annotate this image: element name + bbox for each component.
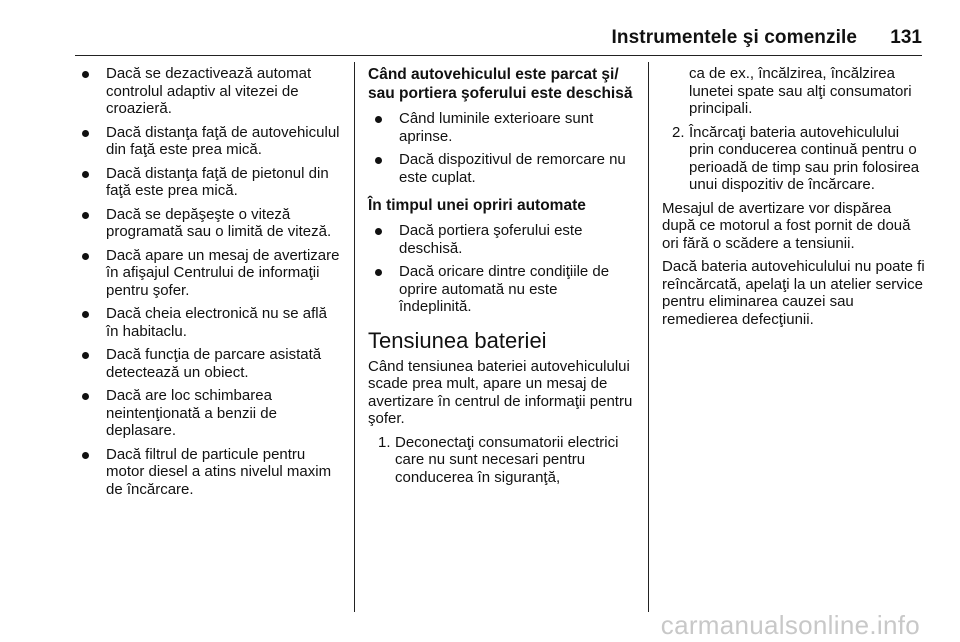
battery-intro: Când tensiunea bateriei autovehiculului scade prea mult, apare un mesaj de avertizare în centrul de informaţii pentru şofer. xyxy=(368,357,633,427)
bullet-icon xyxy=(375,228,382,235)
list-item: Dacă oricare dintre condiţiile de oprire automată nu este îndeplinită. xyxy=(368,263,634,316)
step-number: 2. xyxy=(672,123,685,141)
heading-autostop: În timpul unei opriri automate xyxy=(368,197,586,214)
list-item: Dacă se dezactivează automat controlul adaptiv al vitezei de croazieră. xyxy=(75,65,341,118)
page-header xyxy=(0,0,960,56)
step-number: 1. xyxy=(378,433,391,451)
header-title: Instrumentele şi comenzile xyxy=(611,27,857,48)
bullet-icon xyxy=(375,269,382,276)
watermark: carmanualsonline.info xyxy=(660,610,920,640)
bullet-icon xyxy=(375,116,382,123)
list-item: Dacă filtrul de particule pentru motor diesel a atins nivelul maxim de încărcare. xyxy=(75,446,341,499)
list-item: Dacă distanţa faţă de pietonul din faţă este prea mică. xyxy=(75,165,341,200)
list-item: Dacă se depăşeşte o viteză programată sau o limită de viteză. xyxy=(75,206,341,241)
bullet-icon xyxy=(82,311,89,318)
column-3 xyxy=(662,65,928,334)
list-item: Dacă distanţa faţă de autovehiculul din faţă este prea mică. xyxy=(75,124,341,159)
bullet-icon xyxy=(82,393,89,400)
column-divider-2 xyxy=(648,62,649,612)
bullet-icon xyxy=(82,71,89,78)
bullet-icon xyxy=(82,352,89,359)
page-number: 131 xyxy=(890,27,922,48)
list-item: Dacă portiera şoferului este deschisă. xyxy=(368,222,634,257)
list-item: 2. Încărcaţi bateria autovehiculului prin conducerea continuă pentru o perioadă de timp sau prin folosirea unui dispozitiv de încărcare. xyxy=(672,123,920,193)
heading-parked: Când autovehiculul este parcat şi/ sau portiera şoferului este deschisă xyxy=(368,66,633,102)
list-item: ca de ex., încălzirea, încălzirea lunetei spate sau alţi consumatori principali. xyxy=(689,65,912,117)
warning-conditions-list xyxy=(75,65,341,498)
bullet-icon xyxy=(82,171,89,178)
list-item: Dacă cheia electronică nu se află în habitaclu. xyxy=(75,305,341,340)
header-divider xyxy=(75,55,922,56)
autostop-conditions-list xyxy=(368,222,634,316)
column-2 xyxy=(368,65,634,492)
bullet-icon xyxy=(82,253,89,260)
battery-steps xyxy=(368,434,634,487)
list-item: Dacă dispozitivul de remorcare nu este cuplat. xyxy=(368,151,634,186)
bullet-icon xyxy=(375,157,382,164)
list-item: Dacă are loc schimbarea neintenţionată a benzii de deplasare. xyxy=(75,387,341,440)
list-item: Dacă apare un mesaj de avertizare în afişajul Centrului de informaţii pentru şofer. xyxy=(75,247,341,300)
bullet-icon xyxy=(82,212,89,219)
list-item: Când luminile exterioare sunt aprinse. xyxy=(368,110,634,145)
list-item: 1. Deconectaţi consumatorii electrici care nu sunt necesari pentru conducerea în siguranţă, xyxy=(378,433,619,486)
bullet-icon xyxy=(82,130,89,137)
column-1 xyxy=(75,65,341,504)
section-title-battery: Tensiunea bateriei xyxy=(368,327,547,353)
paragraph-service: Dacă bateria autovehiculului nu poate fi reîncărcată, apelaţi la un atelier service pentru eliminarea cauzei sau remedierea defecţiunii. xyxy=(662,258,925,328)
battery-steps-continued xyxy=(662,65,928,194)
column-divider-1 xyxy=(354,62,355,612)
parked-conditions-list xyxy=(368,110,634,186)
bullet-icon xyxy=(82,452,89,459)
list-item: Dacă funcţia de parcare asistată detectează un obiect. xyxy=(75,346,341,381)
paragraph-warning-disappears: Mesajul de avertizare vor dispărea după ce motorul a fost pornit de două ori fără o scădere a tensiunii. xyxy=(662,199,911,252)
